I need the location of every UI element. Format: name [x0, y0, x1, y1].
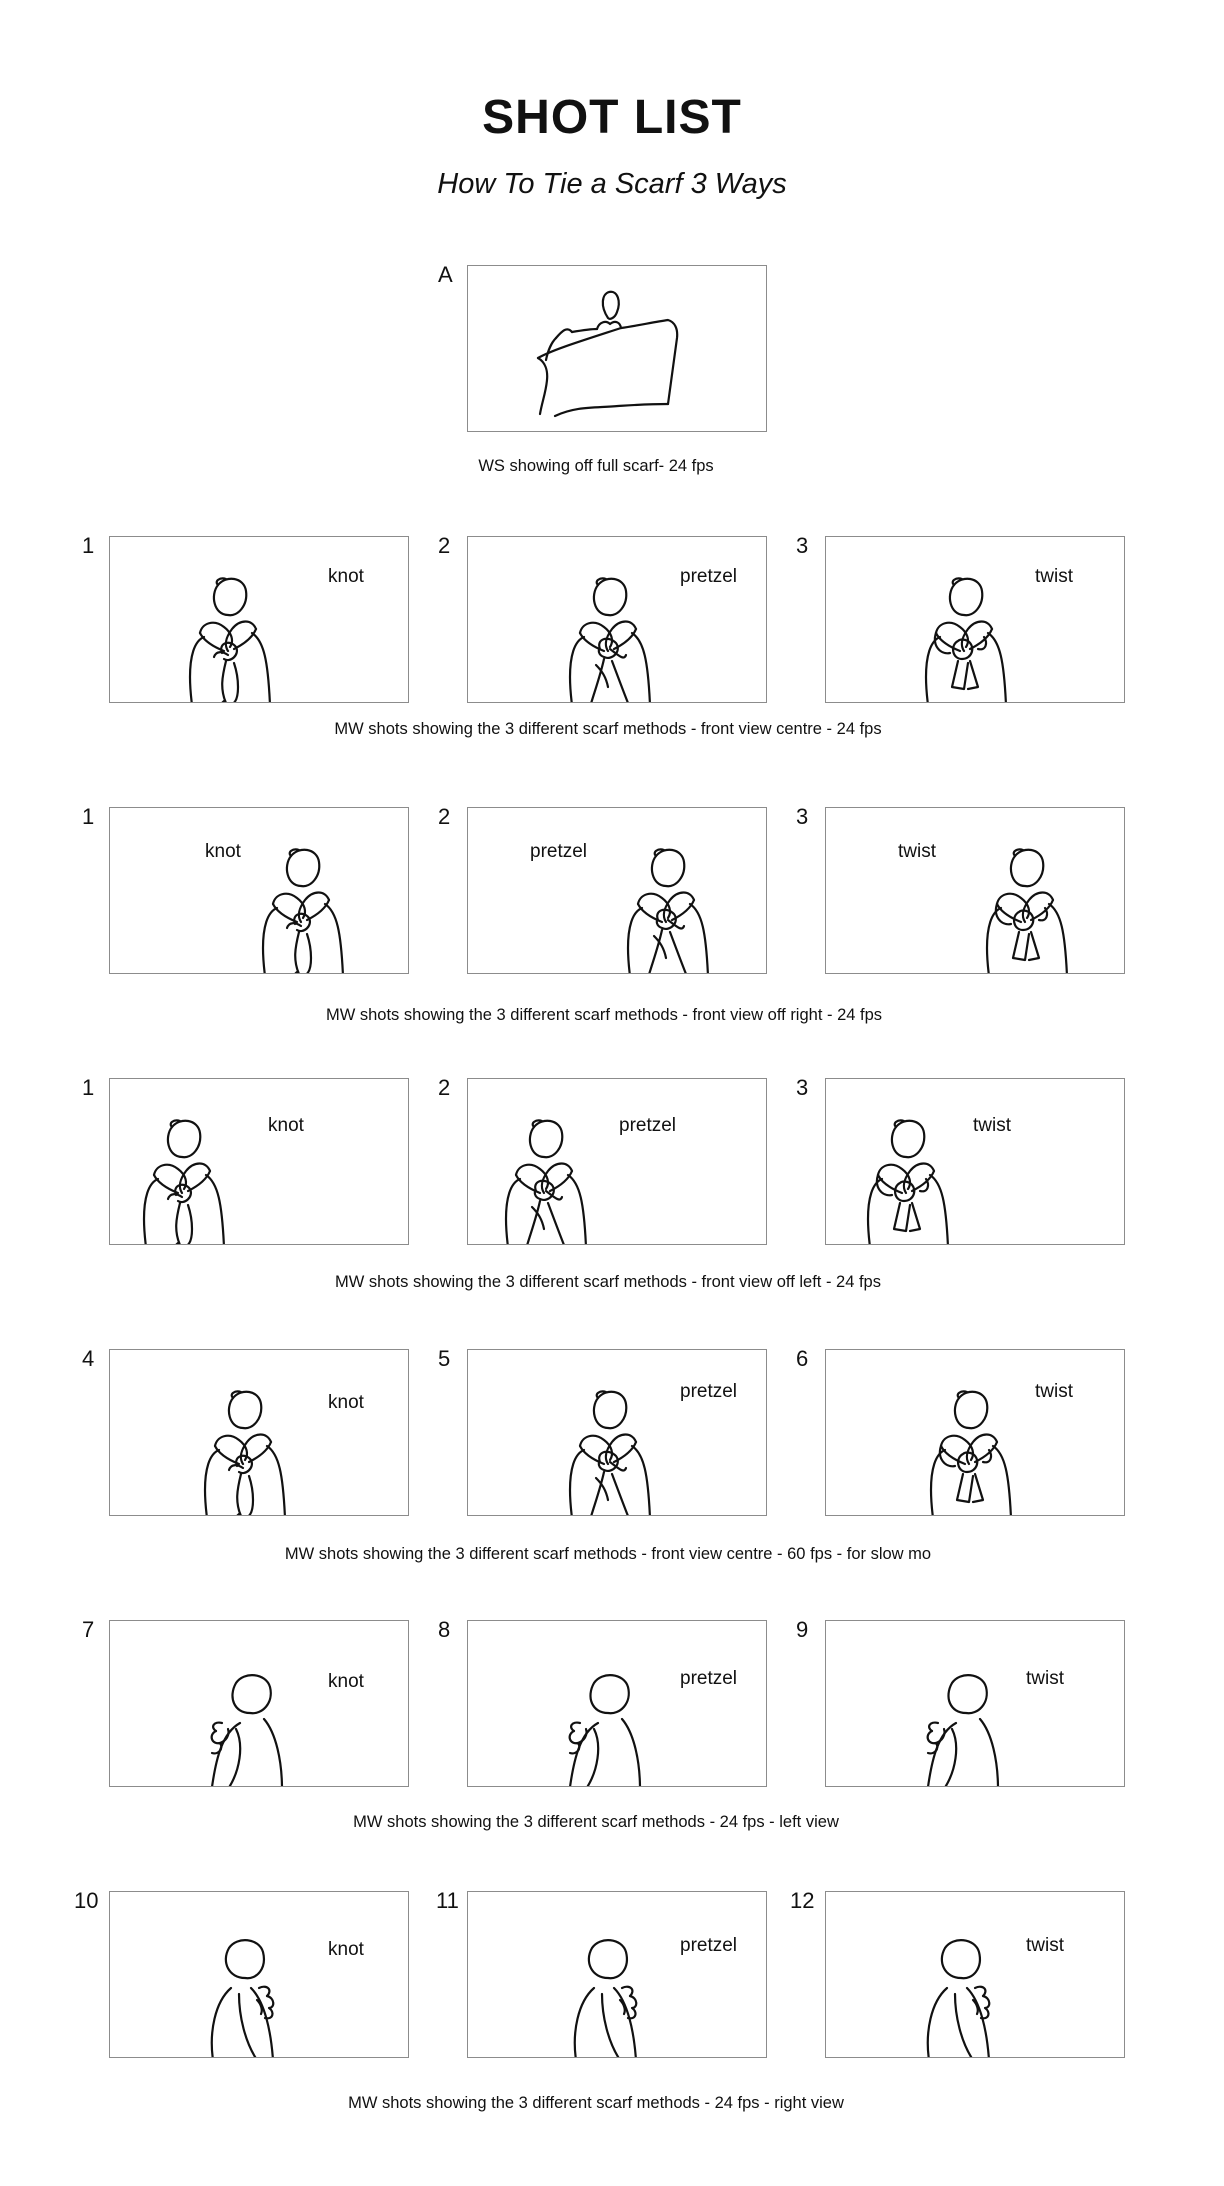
sketch-stroke: [975, 1987, 985, 1996]
page-title: SHOT LIST: [482, 91, 742, 144]
sketch-stroke: [614, 1988, 636, 2058]
sketch-stroke: [228, 1729, 240, 1787]
shot-frame: [109, 1349, 409, 1516]
shot-number: 1: [82, 1075, 95, 1100]
shot-label: pretzel: [680, 1668, 738, 1689]
sketch-stroke: [597, 322, 621, 329]
sketch-stroke: [930, 1175, 948, 1245]
sketch-stroke: [239, 1994, 257, 2058]
sketch-stroke: [570, 1723, 598, 1787]
sketch-stroke: [307, 900, 329, 920]
sketch-stroke: [1029, 932, 1039, 960]
shot-number: 2: [438, 804, 451, 829]
shot-caption: MW shots showing the 3 different scarf methods - 24 fps - right view: [348, 2094, 844, 2112]
sketch-stroke: [602, 1994, 620, 2058]
sketch-stroke: [568, 1175, 586, 1245]
shot-frame: [825, 1891, 1125, 2058]
sketch-stroke: [222, 661, 238, 703]
shot-label: twist: [1026, 1668, 1064, 1689]
sketch-stroke: [970, 629, 992, 649]
shot-number: 12: [790, 1888, 815, 1913]
shot-label: pretzel: [619, 1115, 677, 1136]
shot-frame: [825, 1349, 1125, 1516]
sketch-stroke: [589, 1940, 627, 1978]
shot-frame: [109, 1891, 409, 2058]
shot-label: pretzel: [680, 566, 738, 587]
sketch-stroke: [206, 1175, 224, 1245]
shot-number: 2: [438, 533, 451, 558]
sketch-stroke: [690, 904, 708, 974]
shot-label: knot: [328, 1939, 364, 1960]
sketch-stroke: [188, 1171, 210, 1191]
sketch-stroke: [952, 661, 968, 689]
sketch-stroke: [295, 932, 311, 974]
shot-number: 8: [438, 1617, 451, 1642]
sketch-drawing: [468, 266, 767, 432]
sketch-stroke: [506, 1179, 520, 1245]
shot-label: pretzel: [680, 1381, 738, 1402]
shot-caption: MW shots showing the 3 different scarf methods - 24 fps - left view: [353, 1813, 839, 1831]
sketch-stroke: [929, 1723, 938, 1731]
sketch-stroke: [928, 1723, 956, 1787]
sketch-stroke: [894, 1203, 910, 1231]
shot-label: knot: [205, 841, 241, 862]
sketch-drawing: [826, 1892, 1125, 2058]
sketch-stroke: [1013, 932, 1029, 960]
shot-number: 7: [82, 1617, 95, 1642]
shot-label: knot: [268, 1115, 304, 1136]
sketch-stroke: [586, 1729, 598, 1787]
sketch-stroke: [556, 329, 572, 338]
sketch-stroke: [621, 320, 677, 404]
sketch-stroke: [208, 701, 224, 703]
sketch-stroke: [973, 1474, 983, 1502]
shot-label: knot: [328, 1671, 364, 1692]
sketch-drawing: [826, 808, 1125, 974]
shot-frame: [467, 536, 767, 703]
sketch-stroke: [212, 1988, 231, 2058]
sketch-drawing: [468, 1892, 767, 2058]
shot-frame: [467, 265, 767, 432]
sketch-stroke: [267, 1446, 285, 1516]
sketch-stroke: [944, 1729, 956, 1787]
sketch-stroke: [572, 329, 597, 332]
sketch-drawing: [110, 537, 409, 703]
sketch-stroke: [928, 1988, 947, 2058]
sketch-stroke: [575, 1988, 594, 2058]
shot-caption: MW shots showing the 3 different scarf methods - front view centre - 60 fps - for slow mo: [284, 1545, 932, 1563]
sketch-stroke: [948, 1675, 986, 1713]
shot-number: 1: [82, 804, 95, 829]
sketch-stroke: [968, 661, 978, 689]
shot-frame: [109, 807, 409, 974]
sketch-stroke: [1031, 900, 1053, 920]
sketch-stroke: [220, 1729, 229, 1743]
shot-number: 9: [796, 1617, 809, 1642]
sketch-drawing: [110, 808, 409, 974]
sketch-stroke: [229, 1465, 243, 1470]
sketch-stroke: [251, 1988, 273, 2058]
sketch-stroke: [975, 1442, 997, 1462]
sketch-stroke: [205, 1450, 219, 1516]
shot-caption: MW shots showing the 3 different scarf methods - front view off left - 24 fps: [335, 1273, 881, 1291]
sketch-stroke: [538, 358, 547, 414]
shot-label: knot: [328, 566, 364, 587]
shot-number: 5: [438, 1346, 451, 1371]
shot-number: 4: [82, 1346, 95, 1371]
shot-frame: [109, 1620, 409, 1787]
sketch-drawing: [826, 1350, 1125, 1516]
sketch-stroke: [546, 338, 556, 360]
sketch-drawing: [826, 537, 1125, 703]
shot-label: twist: [1035, 566, 1073, 587]
sketch-stroke: [967, 1988, 989, 2058]
sketch-drawing: [468, 1079, 767, 1245]
sketch-stroke: [232, 1675, 270, 1713]
sketch-stroke: [249, 1442, 271, 1462]
shot-frame: [825, 1620, 1125, 1787]
shot-label: knot: [328, 1392, 364, 1413]
sketch-stroke: [955, 1994, 973, 2058]
shot-frame: [467, 1078, 767, 1245]
sketch-stroke: [237, 1474, 253, 1516]
sketch-stroke: [570, 1450, 584, 1516]
sketch-stroke: [214, 652, 228, 657]
sketch-stroke: [259, 1987, 269, 1996]
sketch-stroke: [287, 923, 301, 928]
sketch-stroke: [942, 1940, 980, 1978]
sketch-stroke: [190, 637, 204, 703]
sketch-stroke: [612, 661, 628, 703]
sketch-stroke: [632, 1446, 650, 1516]
sketch-drawing: [110, 1079, 409, 1245]
shot-number: 6: [796, 1346, 809, 1371]
shot-number: 2: [438, 1075, 451, 1100]
sketch-stroke: [622, 1719, 640, 1787]
shot-frame: [467, 807, 767, 974]
sketch-stroke: [578, 1729, 587, 1743]
sketch-stroke: [936, 1729, 945, 1743]
sketch-stroke: [168, 1194, 182, 1199]
sketch-drawing: [826, 1079, 1125, 1245]
shot-caption: MW shots showing the 3 different scarf methods - front view centre - 24 fps: [334, 720, 882, 738]
sketch-stroke: [281, 972, 297, 974]
shot-frame: [109, 1078, 409, 1245]
sketch-stroke: [176, 1203, 192, 1245]
shot-label: twist: [1035, 1381, 1073, 1402]
sketch-drawing: [468, 1621, 767, 1787]
shot-number: 11: [436, 1888, 459, 1913]
sketch-stroke: [223, 1514, 239, 1516]
sketch-stroke: [226, 1940, 264, 1978]
sketch-stroke: [993, 1446, 1011, 1516]
sketch-stroke: [603, 292, 619, 319]
shot-frame: [825, 807, 1125, 974]
sketch-stroke: [555, 404, 668, 416]
sketch-stroke: [1049, 904, 1067, 974]
sketch-drawing: [110, 1621, 409, 1787]
shot-label: pretzel: [530, 841, 588, 862]
page-subtitle: How To Tie a Scarf 3 Ways: [437, 168, 787, 200]
shot-number: 10: [74, 1888, 99, 1913]
sketch-stroke: [590, 1675, 628, 1713]
sketch-stroke: [325, 904, 343, 974]
sketch-stroke: [162, 1243, 178, 1245]
shot-number: A: [438, 262, 453, 287]
sketch-stroke: [622, 1987, 632, 1996]
sketch-stroke: [570, 637, 584, 703]
sketch-drawing: [468, 1350, 767, 1516]
sketch-stroke: [670, 932, 686, 974]
sketch-drawing: [826, 1621, 1125, 1787]
shot-label: twist: [898, 841, 936, 862]
sketch-stroke: [988, 633, 1006, 703]
shot-frame: [467, 1620, 767, 1787]
sketch-stroke: [538, 328, 621, 358]
sketch-drawing: [468, 808, 767, 974]
sketch-stroke: [213, 1723, 222, 1731]
sketch-drawing: [110, 1350, 409, 1516]
sketch-drawing: [110, 1892, 409, 2058]
sketch-stroke: [144, 1179, 158, 1245]
shot-frame: [467, 1891, 767, 2058]
shot-number: 3: [796, 533, 809, 558]
sketch-stroke: [234, 629, 256, 649]
sketch-stroke: [632, 633, 650, 703]
sketch-stroke: [263, 908, 277, 974]
shot-number: 3: [796, 1075, 809, 1100]
shot-number: 3: [796, 804, 809, 829]
shot-label: twist: [1026, 1935, 1064, 1956]
sketch-drawing: [468, 537, 767, 703]
sketch-stroke: [252, 633, 270, 703]
sketch-stroke: [212, 1723, 240, 1787]
sketch-stroke: [548, 1203, 564, 1245]
shot-frame: [467, 1349, 767, 1516]
shot-caption: MW shots showing the 3 different scarf methods - front view off right - 24 fps: [325, 1006, 883, 1024]
sketch-stroke: [612, 1474, 628, 1516]
sketch-stroke: [957, 1474, 973, 1502]
sketch-stroke: [910, 1203, 920, 1231]
sketch-stroke: [571, 1723, 580, 1731]
sketch-stroke: [980, 1719, 998, 1787]
sketch-stroke: [628, 908, 642, 974]
shot-caption: WS showing off full scarf- 24 fps: [478, 457, 714, 475]
shot-frame: [825, 1078, 1125, 1245]
sketch-stroke: [264, 1719, 282, 1787]
shot-frame: [825, 536, 1125, 703]
sketch-stroke: [912, 1171, 934, 1191]
shot-number: 1: [82, 533, 95, 558]
shot-label: twist: [973, 1115, 1011, 1136]
shot-label: pretzel: [680, 1935, 738, 1956]
shot-frame: [109, 536, 409, 703]
